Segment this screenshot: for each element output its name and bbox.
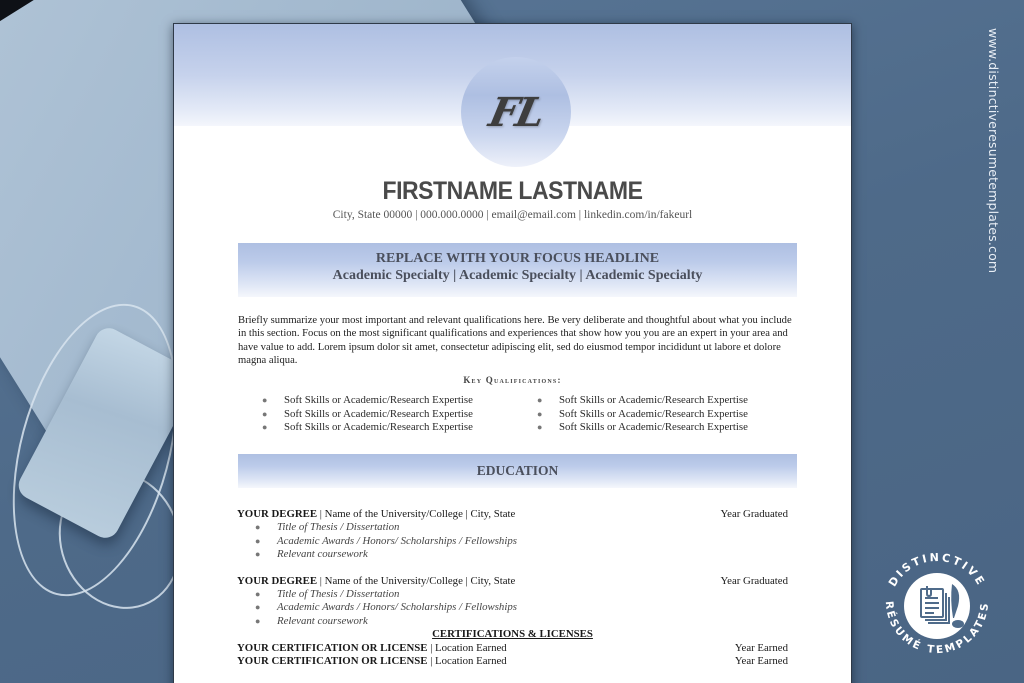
degree-details-list: [237, 588, 788, 628]
focus-headline: REPLACE WITH YOUR FOCUS HEADLINE: [375, 251, 660, 266]
detail-text: Relevant coursework: [277, 614, 368, 627]
qualification-text: Soft Skills or Academic/Research Expertise: [284, 421, 473, 433]
certification-row: [237, 655, 788, 668]
certification-location: | Location Earned: [427, 655, 507, 668]
certification-name: YOUR CERTIFICATION OR LICENSE: [237, 655, 428, 668]
list-item: [255, 601, 788, 614]
degree-details-list: [237, 521, 788, 561]
list-item: [537, 408, 748, 422]
candidate-name: FIRSTNAME LASTNAME: [382, 177, 643, 205]
detail-text: Academic Awards / Honors/ Scholarships / Fellowships: [277, 534, 517, 547]
list-item: [262, 421, 473, 435]
list-item: [255, 615, 788, 628]
certification-name: YOUR CERTIFICATION OR LICENSE: [237, 641, 428, 654]
certification-location: | Location Earned: [427, 641, 507, 654]
certifications-title: CERTIFICATIONS & LICENSES: [432, 628, 593, 641]
education-title: EDUCATION: [476, 463, 559, 478]
bullet-icon: ●: [255, 602, 261, 613]
monogram-circle: [461, 57, 571, 167]
academic-specialties: Academic Specialty | Academic Specialty | Academic Specialty: [332, 268, 703, 283]
qualification-text: Soft Skills or Academic/Research Expertise: [284, 394, 473, 406]
badge-bottom-text: RÉSUMÉ TEMPLATES: [882, 600, 992, 657]
detail-text: Relevant coursework: [277, 548, 368, 561]
bullet-icon: ●: [255, 589, 261, 600]
certification-year: Year Earned: [734, 655, 788, 668]
degree-row: [237, 575, 788, 588]
resume-page: [173, 23, 852, 683]
badge-top-text: DISTINCTIVE: [885, 550, 989, 590]
certification-row: [237, 642, 788, 655]
bullet-icon: ●: [255, 615, 261, 626]
qualifications-list-left: [262, 394, 473, 435]
website-url: www.distinctiveresumetemplates.com: [986, 28, 1001, 274]
degree-year: Year Graduated: [720, 508, 788, 520]
spacebar: [0, 0, 178, 41]
qualification-text: Soft Skills or Academic/Research Expertise: [559, 407, 748, 420]
focus-headline-band: [238, 243, 797, 297]
bullet-icon: ●: [255, 535, 261, 546]
certification-year: Year Earned: [734, 641, 788, 654]
education-entries: [237, 508, 788, 668]
document-quill-icon: [872, 540, 1002, 670]
degree-name: YOUR DEGREE: [237, 574, 318, 587]
bullet-icon: ●: [255, 549, 261, 560]
list-item: [255, 548, 788, 561]
degree-name: YOUR DEGREE: [237, 508, 318, 520]
brand-logo-badge: [872, 540, 1002, 670]
qualification-text: Soft Skills or Academic/Research Expertise: [559, 394, 748, 406]
list-item: [262, 408, 473, 422]
bullet-icon: ●: [262, 408, 268, 419]
list-item: [255, 588, 788, 601]
list-item: [255, 521, 788, 534]
qualification-text: Soft Skills or Academic/Research Expertise: [559, 421, 748, 433]
degree-row: [237, 508, 788, 521]
summary-paragraph: Briefly summarize your most important and relevant qualifications here. Be very deliberate and thoughtful about what you include in this section. Focus on the most significant qualifications and experiences that show how you you are an expert in your area and have value to add. Lorem ipsum dolor sit amet, consectetur adipiscing elit, sed do eiusmod tempor incididunt ut labore et dolore magna aliqua.: [238, 315, 792, 366]
degree-details: | Name of the University/College | City, State: [317, 508, 516, 520]
contact-line: City, State 00000 | 000.000.0000 | email@email.com | linkedin.com/in/fakeurl: [332, 209, 693, 221]
education-section-band: [238, 454, 797, 488]
list-item: [537, 394, 748, 408]
key-qualifications-title: Key Qualifications:: [463, 375, 562, 385]
bullet-icon: ●: [262, 422, 268, 432]
bullet-icon: ●: [537, 422, 543, 432]
bullet-icon: ●: [262, 395, 268, 405]
monogram-initials: FL: [484, 88, 548, 136]
qualifications-list-right: [537, 394, 748, 435]
detail-text: Title of Thesis / Dissertation: [277, 588, 400, 601]
list-item: [262, 394, 473, 408]
detail-text: Academic Awards / Honors/ Scholarships / Fellowships: [277, 601, 517, 614]
degree-entry: [237, 575, 788, 629]
list-item: [537, 421, 748, 435]
list-item: [255, 535, 788, 548]
qualification-text: Soft Skills or Academic/Research Expertise: [284, 407, 473, 420]
bullet-icon: ●: [537, 408, 543, 419]
bullet-icon: ●: [255, 522, 261, 533]
detail-text: Title of Thesis / Dissertation: [277, 521, 400, 534]
degree-entry: [237, 508, 788, 562]
degree-year: Year Graduated: [720, 574, 788, 587]
degree-details: | Name of the University/College | City, State: [317, 574, 516, 587]
bullet-icon: ●: [537, 395, 543, 405]
